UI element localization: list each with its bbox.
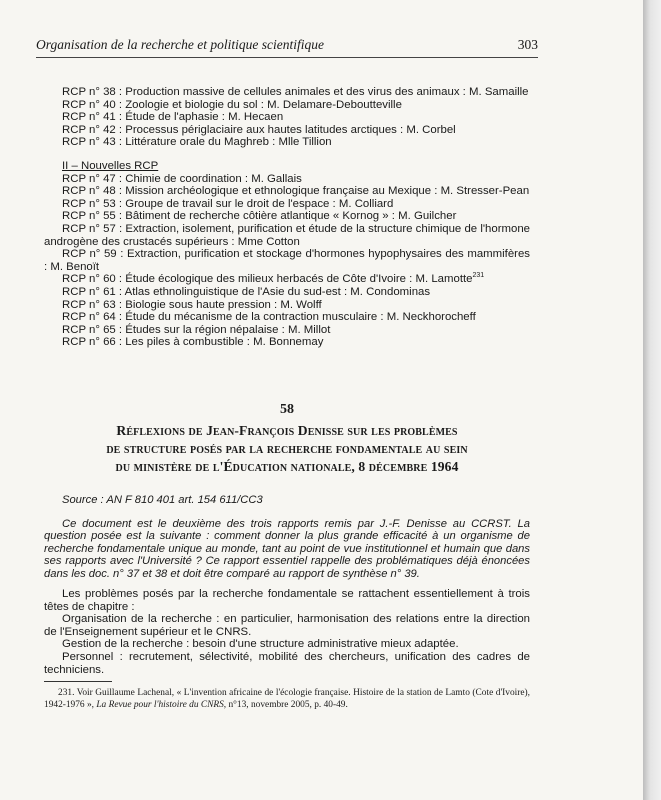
footnote-text: 231. Voir Guillaume Lachenal, « L'invention africaine de l'écologie française. Histoire de la station de Lamto (Cote d'Ivoire), 1942-1976 »,: [44, 688, 530, 710]
footnote-divider: [44, 681, 112, 682]
list-item: RCP n° 43 : Littérature orale du Maghreb : Mlle Tillion: [62, 136, 332, 149]
problems-section: [44, 588, 530, 676]
list-item: RCP n° 53 : Groupe de travail sur le droit de l'espace : M. Colliard: [62, 197, 394, 210]
rcp-list-existing: [44, 86, 530, 349]
footnote-journal: La Revue pour l'histoire du CNRS: [96, 700, 224, 710]
list-item: RCP n° 42 : Processus périglaciaire aux hautes latitudes arctiques : M. Corbel: [62, 123, 456, 136]
list-item: RCP n° 63 : Biologie sous haute pression : M. Wolff: [62, 298, 322, 311]
paragraph: Gestion de la recherche : besoin d'une structure administrative mieux adaptée.: [62, 638, 459, 651]
chapter-title-line: du ministère de l'Éducation nationale, 8 décembre 1964: [115, 459, 459, 474]
chapter-heading: [44, 402, 530, 476]
chapter-title-line: de structure posés par la recherche fondamentale au sein: [106, 441, 468, 456]
list-item: RCP n° 64 : Étude du mécanisme de la contraction musculaire : M. Neckhorocheff: [62, 311, 476, 324]
source-reference: Source : AN F 810 401 art. 154 611/CC3: [62, 494, 263, 506]
paragraph: Les problèmes posés par la recherche fondamentale se rattachent essentiellement à trois têtes de chapitre :: [44, 588, 530, 613]
paragraph: Personnel : recrutement, sélectivité, mobilité des chercheurs, unification des cadres de techniciens.: [44, 650, 530, 676]
intro-paragraph: Ce document est le deuxième des trois rapports remis par J.-F. Denisse au CCRST. La question posée est la suivante : comment donner la plus grande efficacité à un organisme de recherche fondamentale unique au monde, tant au point de vue institutionnel et humain que dans ses rapports avec l'Université ? Ce rapport essentiel rappelle des problématiques déjà énoncées dans les doc. n° 37 et 38 et doit être comparé au rapport de synthèse n° 39.: [44, 518, 530, 580]
page-number: 303: [517, 37, 538, 52]
list-item: RCP n° 40 : Zoologie et biologie du sol : M. Delamare-Deboutteville: [62, 98, 402, 111]
page-edge-shadow: [643, 0, 661, 800]
list-item-text: RCP n° 60 : Étude écologique des milieux herbacés de Côte d'Ivoire : M. Lamotte: [62, 273, 473, 286]
paragraph: Organisation de la recherche : en particulier, harmonisation des relations entre la direction de l'Enseignement supérieur et le CNRS.: [44, 613, 530, 638]
list-item: RCP n° 59 : Extraction, purification et stockage d'hormones hypophysaires des mammifères : M. Benoït: [44, 248, 530, 273]
list-item: RCP n° 55 : Bâtiment de recherche côtière atlantique « Kornog » : M. Guilcher: [62, 210, 457, 223]
footnote-reference: 231: [472, 272, 485, 280]
list-item: RCP n° 48 : Mission archéologique et ethnologique française au Mexique : M. Stresser-Pean: [62, 185, 530, 198]
running-title: Organisation de la recherche et politique scientifique: [36, 37, 324, 52]
chapter-number: 58: [280, 402, 294, 417]
list-item: RCP n° 38 : Production massive de cellules animales et des virus des animaux : M. Samaille: [62, 86, 529, 98]
list-item: RCP n° 66 : Les piles à combustible : M. Bonnemay: [62, 336, 324, 349]
footnote-tail: , n°13, novembre 2005, p. 40-49.: [223, 700, 348, 710]
list-item: RCP n° 47 : Chimie de coordination : M. Gallais: [62, 172, 302, 185]
list-item: RCP n° 65 : Études sur la région népalaise : M. Millot: [62, 323, 331, 336]
list-item: RCP n° 41 : Étude de l'aphasie : M. Hecaen: [62, 111, 284, 124]
footnote: [44, 687, 530, 711]
running-header: [36, 35, 538, 58]
list-item: RCP n° 61 : Atlas ethnolinguistique de l'Asie du sud-est : M. Condominas: [62, 285, 431, 298]
chapter-title-line: Réflexions de Jean-François Denisse sur les problèmes: [116, 423, 458, 438]
list-item: RCP n° 57 : Extraction, isolement, purification et étude de la structure chimique de l'hormone androgène des crustacés supérieurs : Mme Cotton: [44, 222, 530, 248]
list-item-with-note: [44, 273, 530, 286]
section-heading: II – Nouvelles RCP: [62, 159, 159, 172]
